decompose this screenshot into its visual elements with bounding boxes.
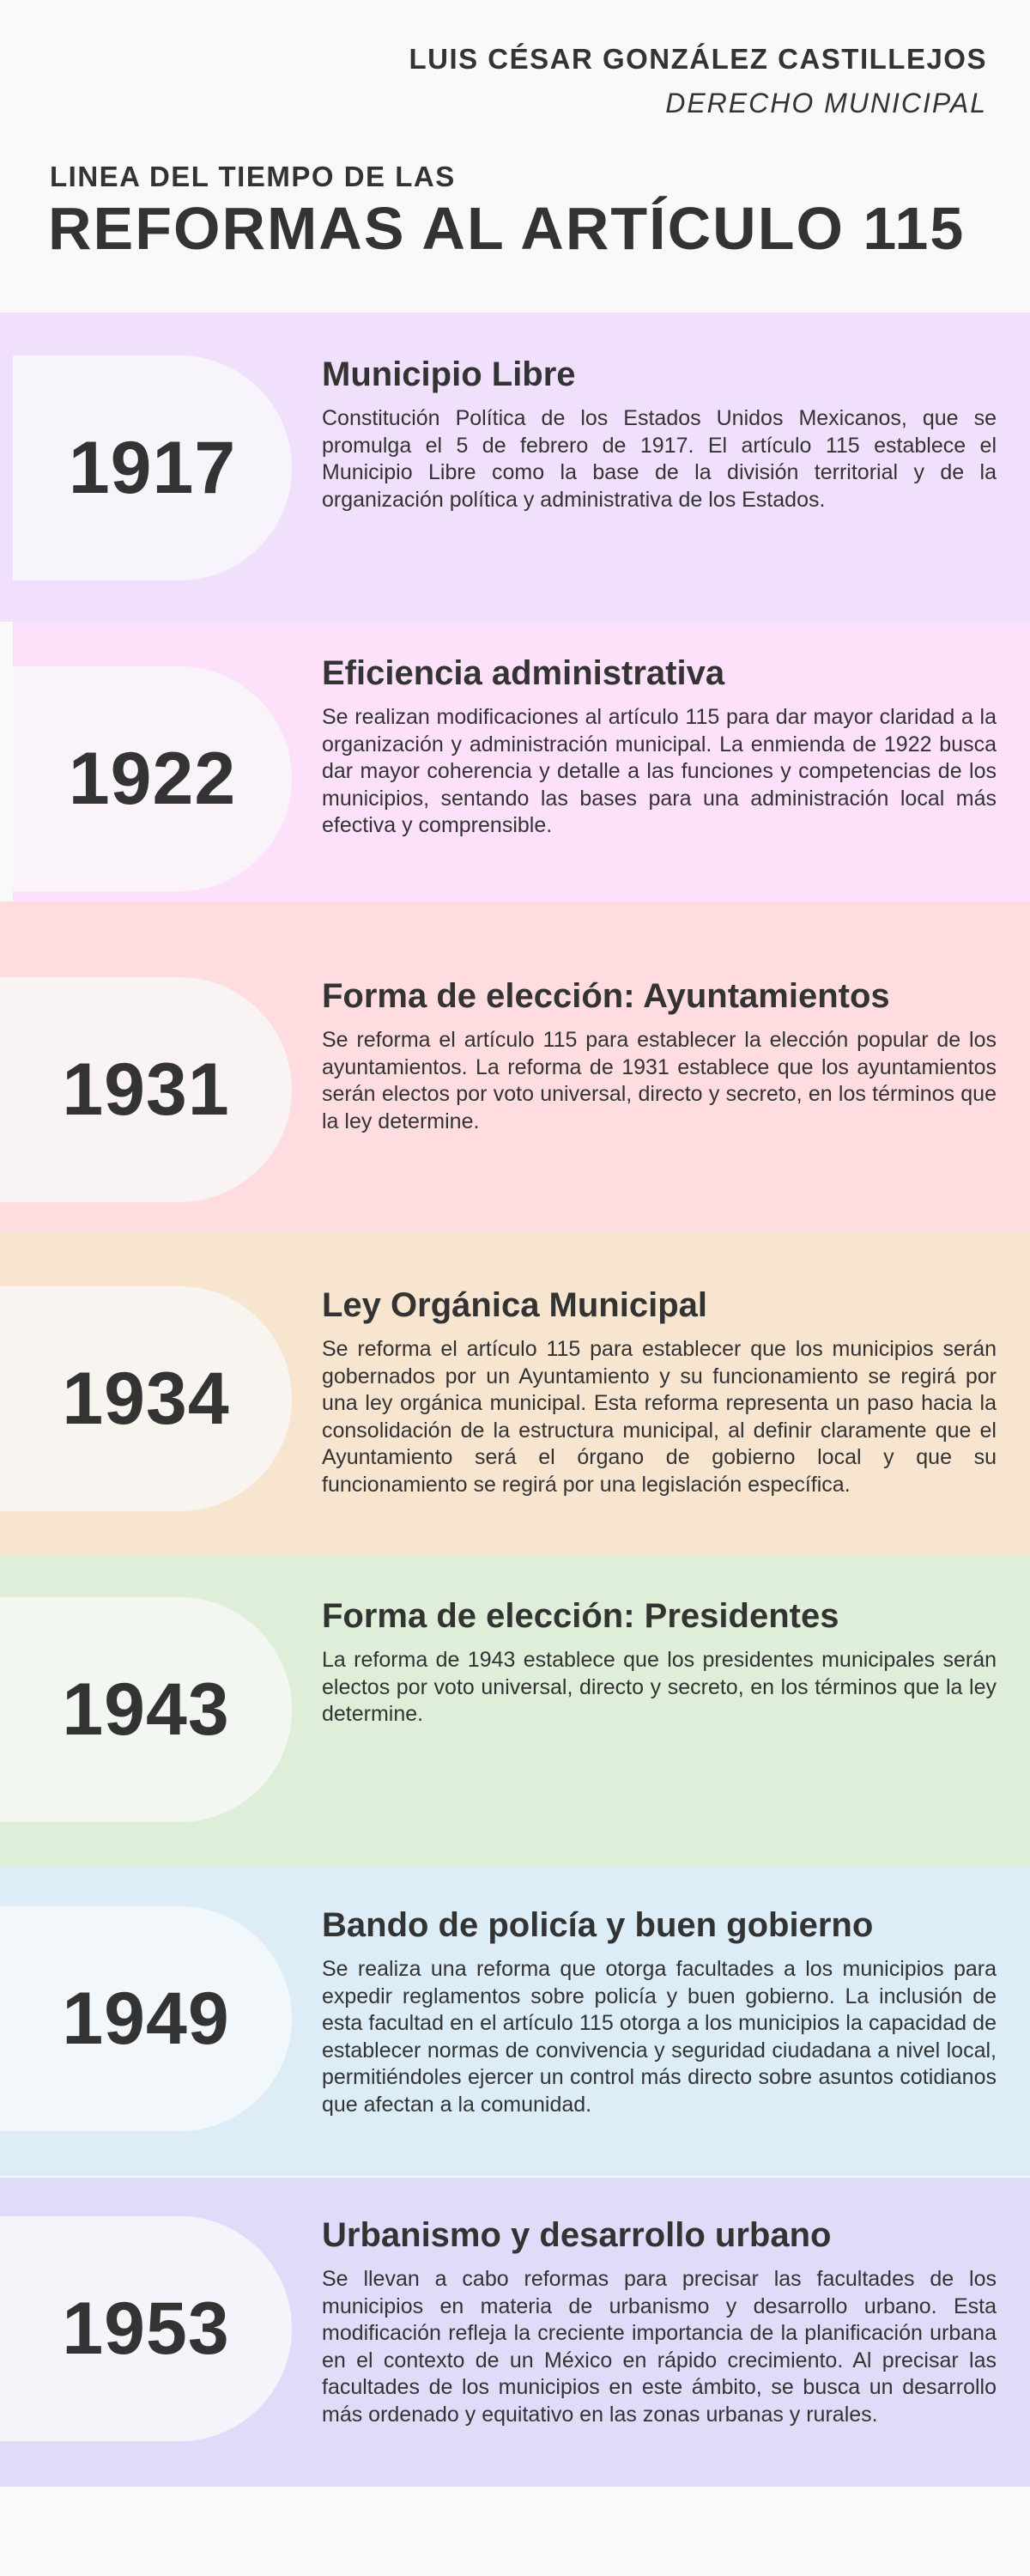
section-body: Se reforma el artículo 115 para establecer que los municipios serán gobernados por un Ayuntamiento y su funcionamiento se regirá por una ley orgánica municipal. Esta reforma representa un paso hacia la consolidación de la estructura municipal, al definir claramente que el Ayuntamiento será el órgano de gobierno local y que su funcionamiento se regirá por una legislación específica.	[322, 1337, 997, 1497]
year-badge	[0, 1906, 292, 2131]
section-title: Bando de policía y buen gobierno	[322, 1906, 874, 1944]
section-body: Constitución Política de los Estados Unidos Mexicanos, que se promulga el 5 de febrero de 1917. El artículo 115 establece el Municipio Libre como la base de la división territorial y de la organización política y administrativa de los Estados.	[322, 406, 997, 512]
section-title: Forma de elección: Presidentes	[322, 1597, 839, 1635]
section-content	[322, 1595, 997, 1728]
year-label: 1953	[62, 2287, 230, 2370]
year-badge	[13, 355, 292, 580]
section-title: Forma de elección: Ayuntamientos	[322, 977, 890, 1015]
page-title: REFORMAS AL ARTÍCULO 115	[48, 195, 966, 262]
section-content	[322, 1905, 997, 2119]
year-label: 1917	[68, 426, 237, 509]
section-content	[322, 2215, 997, 2429]
section-content	[322, 354, 997, 513]
timeline-section-1934	[0, 1231, 1030, 1554]
timeline-section-1949	[0, 1867, 1030, 2176]
timeline-section-1931	[0, 902, 1030, 1231]
page-header	[0, 0, 1030, 313]
year-badge	[0, 977, 292, 1202]
year-badge	[0, 1597, 292, 1822]
section-title: Eficiencia administrativa	[322, 654, 725, 692]
year-badge	[0, 2216, 292, 2441]
page-pretitle: LINEA DEL TIEMPO DE LAS	[50, 161, 456, 192]
section-title: Ley Orgánica Municipal	[322, 1286, 708, 1324]
year-badge	[13, 666, 292, 891]
section-content	[322, 1285, 997, 1499]
section-content	[322, 975, 997, 1135]
section-body: Se realiza una reforma que otorga facultades a los municipios para expedir reglamentos sobre policía y buen gobierno. La inclusión de esta facultad en el artículo 115 otorga a los municipios la capacidad de establecer normas de convivencia y seguridad ciudadana a nivel local, permitiéndoles ejercer un control más directo sobre asuntos cotidianos que afectan a la comunidad.	[322, 1957, 997, 2117]
timeline-section-1943	[0, 1554, 1030, 1867]
author-name: LUIS CÉSAR GONZÁLEZ CASTILLEJOS	[409, 43, 987, 75]
year-badge	[0, 1286, 292, 1511]
year-label: 1934	[62, 1357, 230, 1440]
section-title: Urbanismo y desarrollo urbano	[322, 2216, 832, 2254]
section-content	[322, 653, 997, 840]
timeline-section-1922	[0, 622, 1030, 902]
section-body: Se reforma el artículo 115 para establecer la elección popular de los ayuntamientos. La reforma de 1931 establece que los ayuntamientos serán electos por voto universal, directo y secreto, en los términos que la ley determine.	[322, 1028, 997, 1133]
year-label: 1931	[62, 1048, 230, 1131]
section-title: Municipio Libre	[322, 355, 576, 393]
section-body: La reforma de 1943 establece que los presidentes municipales serán electos por voto universal, directo y secreto, en los términos que la ley determine.	[322, 1648, 997, 1727]
section-body: Se realizan modificaciones al artículo 115 para dar mayor claridad a la organización y administración municipal. La enmienda de 1922 busca dar mayor coherencia y detalle a las funciones y competencias de los municipios, sentando las bases para una administración local más efectiva y comprensible.	[322, 705, 997, 838]
course-name: DERECHO MUNICIPAL	[665, 88, 987, 118]
left-edge-strip	[0, 622, 13, 902]
year-label: 1949	[62, 1977, 230, 2060]
year-label: 1943	[62, 1668, 230, 1751]
timeline-section-1917	[0, 313, 1030, 622]
section-body: Se llevan a cabo reformas para precisar las facultades de los municipios en materia de urbanismo y desarrollo urbano. Esta modificación refleja la creciente importancia de la planificación urbana en el contexto de un México en rápido crecimiento. Al precisar las facultades de los municipios en este ámbito, se busca un desarrollo más ordenado y equitativo en las zonas urbanas y rurales.	[322, 2267, 997, 2427]
year-label: 1922	[68, 737, 237, 820]
timeline-section-1953	[0, 2178, 1030, 2487]
